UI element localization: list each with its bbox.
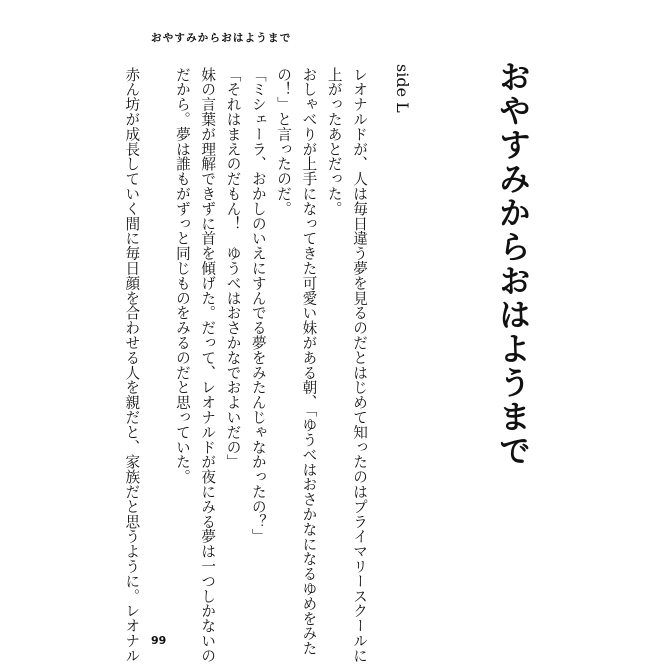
body-line: レオナルドが、人は毎日違う夢を見るのだとはじめて知ったのはプライマリースクールに <box>351 67 368 663</box>
body-line: 「それはまえのだもん！ ゆうべはおさかなでおよいだの」 <box>224 67 242 470</box>
body-line: おしゃべりが上手になってきた可愛い妹がある朝、「ゆうべはおさかなになるゆめをみた <box>300 67 318 656</box>
body-line: 妹の言葉が理解できずに首を傾げた。だって、レオナルドが夜にみる夢は一つしかないの <box>199 67 217 663</box>
running-head: おやすみからおはようまで <box>151 32 292 44</box>
body-line: 赤ん坊が成長していく間に毎日顔を合わせる人を親だと、家族だと思うように。レオナル <box>123 67 141 663</box>
blank-line <box>144 67 169 617</box>
body-line: 「ミシェーラ、おかしのいえにすんでる夢をみたんじゃなかったの？」 <box>249 67 267 544</box>
body-line: だから。夢は誰もがずっと同じものをみるのだと思っていた。 <box>173 67 191 485</box>
chapter-title: おやすみからおはようまで <box>494 60 532 468</box>
body-line: 上がったあとだった。 <box>325 67 343 216</box>
body-line: の！」と言ったのだ。 <box>275 67 293 216</box>
page-number: 99 <box>151 634 167 647</box>
side-label: side L <box>393 64 412 113</box>
